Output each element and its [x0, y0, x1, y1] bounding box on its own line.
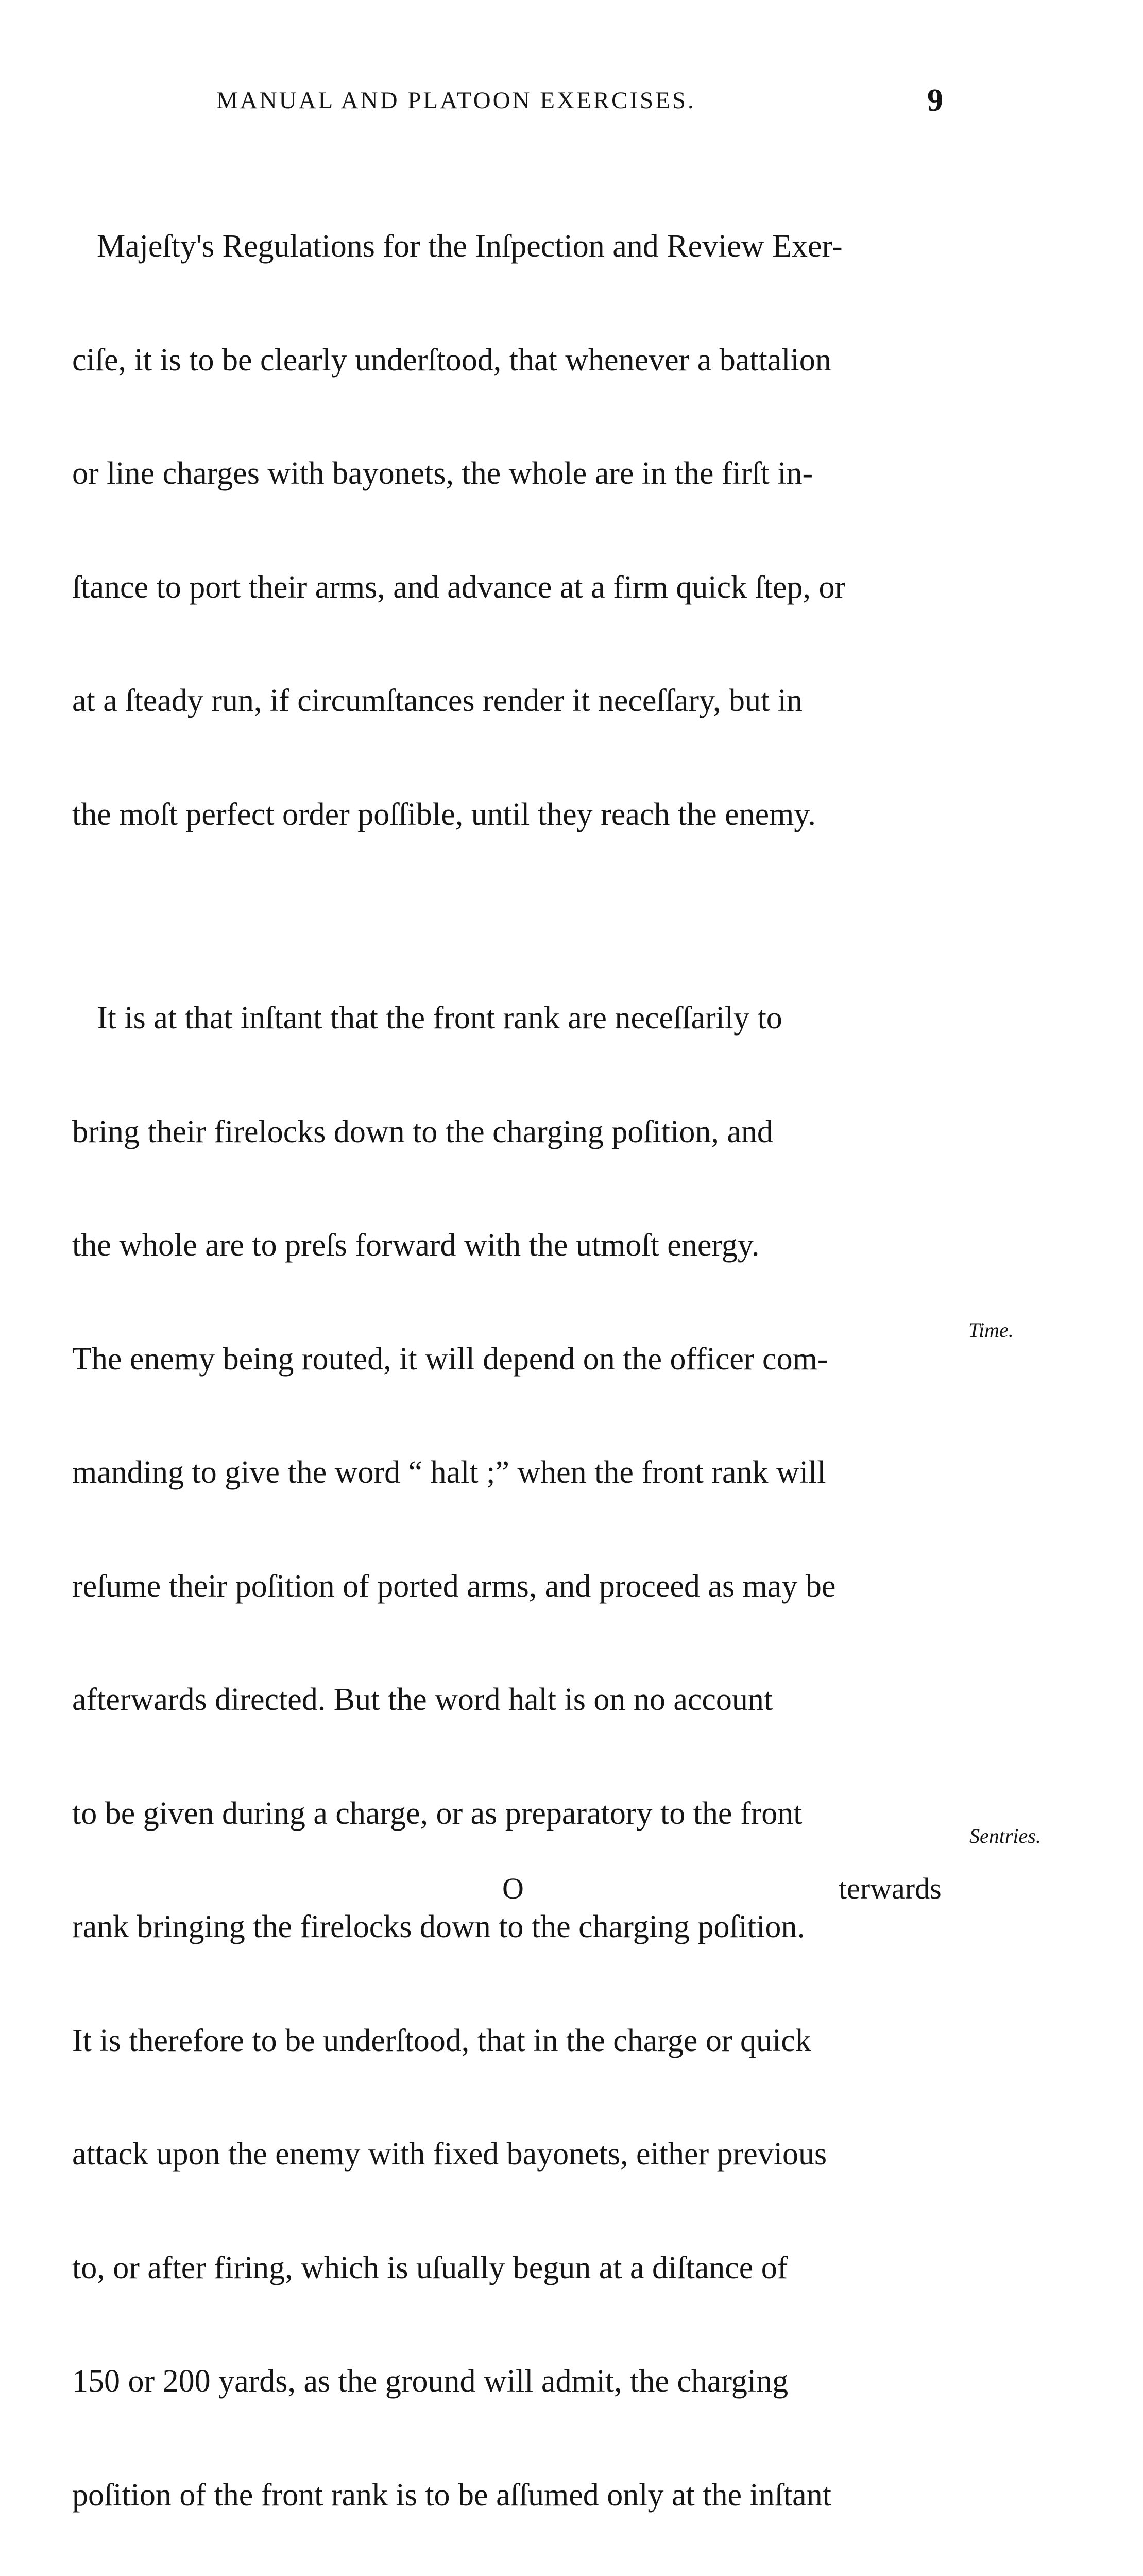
text-line: manding to give the word “ halt ;” when the front rank will	[72, 1455, 826, 1490]
text-line: poſition of the front rank is to be aſſumed only at the inſtant	[72, 2477, 831, 2513]
text-line: rank bringing the firelocks down to the charging poſition.	[72, 1909, 805, 1944]
margin-note-time: Time.	[968, 1318, 1014, 1342]
paragraph-charge	[72, 924, 954, 2576]
text-line: 150 or 200 yards, as the ground will admit, the charging	[72, 2364, 789, 2399]
margin-note-sentries: Sentries.	[969, 1824, 1041, 1848]
text-line: attack upon the enemy with fixed bayonets, either previous	[72, 2137, 827, 2172]
text-line: ciſe, it is to be clearly underſtood, that whenever a battalion	[72, 342, 831, 378]
text-line: Majeſty's Regulations for the Inſpection and Review Exer-	[97, 229, 843, 264]
text-line: It is at that inſtant that the front rank are neceſſarily to	[97, 1001, 782, 1036]
text-line: afterwards directed. But the word halt is on no account	[72, 1682, 773, 1717]
text-line: bring their firelocks down to the charging poſition, and	[72, 1114, 773, 1149]
text-line: the moſt perfect order poſſible, until they reach the enemy.	[72, 796, 816, 832]
running-title: MANUAL AND PLATOON EXERCISES.	[216, 87, 696, 114]
body-text	[72, 152, 954, 2576]
text-line: to, or after firing, which is uſually begun at a diſtance of	[72, 2250, 788, 2285]
text-line: ſtance to port their arms, and advance at a firm quick ſtep, or	[72, 569, 846, 605]
text-line: at a ſteady run, if circumſtances render it neceſſary, but in	[72, 683, 803, 718]
text-line: the whole are to preſs forward with the utmoſt energy.	[72, 1228, 760, 1263]
text-line: The enemy being routed, it will depend on the officer com-	[72, 1341, 828, 1377]
text-line: to be given during a charge, or as preparatory to the front	[72, 1795, 803, 1831]
text-line: reſume their poſition of ported arms, and proceed as may be	[72, 1568, 836, 1604]
text-line: or line charges with bayonets, the whole are in the firſt in-	[72, 456, 813, 491]
page-number: 9	[927, 83, 943, 118]
paragraph-regulations	[72, 152, 954, 909]
text-line: It is therefore to be underſtood, that in the charge or quick	[72, 2023, 811, 2058]
signature-mark: O	[502, 1872, 524, 1905]
catchword: terwards	[839, 1872, 942, 1905]
